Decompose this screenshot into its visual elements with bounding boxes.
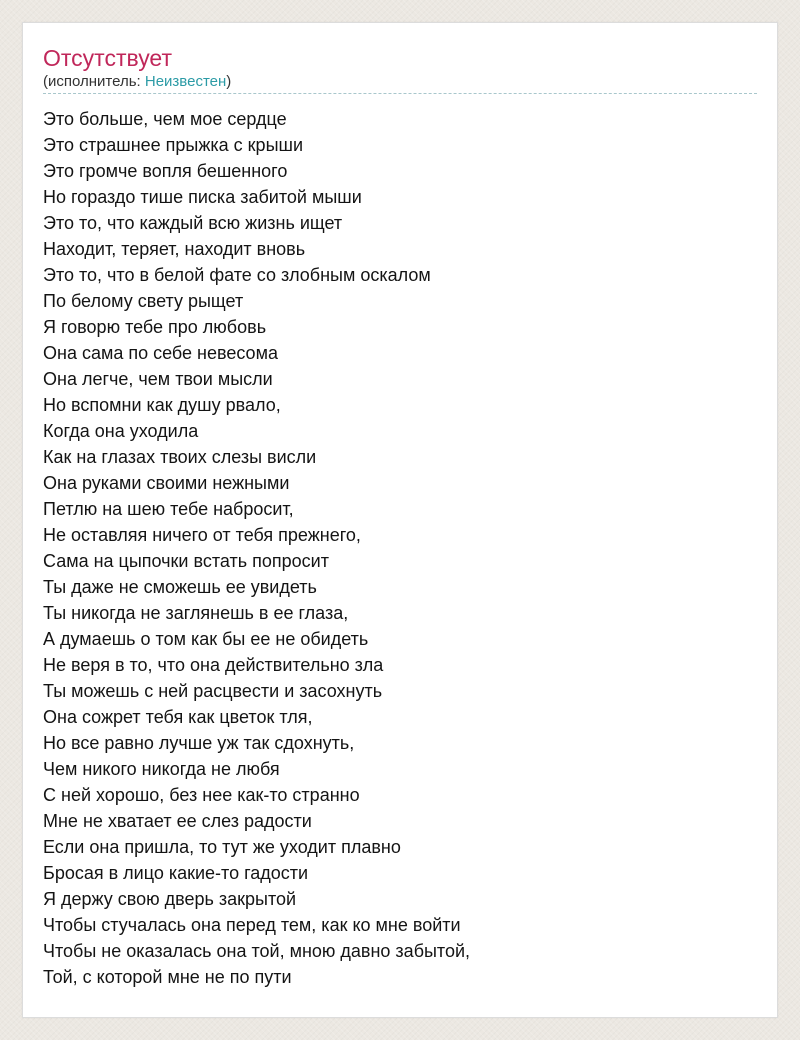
lyric-line: Но вспомни как душу рвало,: [43, 395, 281, 415]
lyric-line: А думаешь о том как бы ее не обидеть: [43, 629, 369, 649]
lyric-line: Ты можешь с ней расцвести и засохнуть: [43, 681, 383, 701]
lyric-line: Как на глазах твоих слезы висли: [43, 447, 317, 467]
lyric-line: Чтобы не оказалась она той, мною давно забытой,: [43, 941, 471, 961]
lyric-line: Чтобы стучалась она перед тем, как ко мне войти: [43, 915, 461, 935]
lyric-line: Это то, что каждый всю жизнь ищет: [43, 213, 343, 233]
lyric-line: Она легче, чем твои мысли: [43, 369, 273, 389]
lyric-line: Петлю на шею тебе набросит,: [43, 499, 294, 519]
lyric-line: Сама на цыпочки встать попросит: [43, 551, 329, 571]
lyric-line: Это больше, чем мое сердце: [43, 109, 287, 129]
lyric-line: Это то, что в белой фате со злобным оскалом: [43, 265, 431, 285]
lyrics-text: [43, 106, 470, 990]
title-divider: [43, 93, 757, 94]
lyric-line: Но все равно лучше уж так сдохнуть,: [43, 733, 355, 753]
lyric-line: Не веря в то, что она действительно зла: [43, 655, 384, 675]
artist-prefix: (исполнитель:: [43, 73, 145, 90]
lyric-line: Это громче вопля бешенного: [43, 161, 288, 181]
lyric-line: Когда она уходила: [43, 421, 199, 441]
lyric-line: Чем никого никогда не любя: [43, 759, 280, 779]
lyric-line: Ты никогда не заглянешь в ее глаза,: [43, 603, 349, 623]
lyric-line: Ты даже не сможешь ее увидеть: [43, 577, 317, 597]
lyric-line: Но гораздо тише писка забитой мыши: [43, 187, 362, 207]
lyric-line: Бросая в лицо какие-то гадости: [43, 863, 309, 883]
lyric-line: Если она пришла, то тут же уходит плавно: [43, 837, 401, 857]
lyric-line: Она сожрет тебя как цветок тля,: [43, 707, 313, 727]
artist-suffix: ): [226, 73, 232, 90]
lyric-line: Это страшнее прыжка с крыши: [43, 135, 303, 155]
artist-line: [43, 72, 231, 92]
lyric-line: Той, с которой мне не по пути: [43, 967, 292, 987]
lyric-line: Я держу свою дверь закрытой: [43, 889, 297, 909]
lyric-line: Мне не хватает ее слез радости: [43, 811, 312, 831]
lyric-line: С ней хорошо, без нее как-то странно: [43, 785, 360, 805]
artist-link[interactable]: Неизвестен: [144, 73, 227, 90]
lyric-line: Находит, теряет, находит вновь: [43, 239, 306, 259]
song-title: Отсутствует: [43, 45, 172, 71]
lyric-line: Я говорю тебе про любовь: [43, 317, 267, 337]
lyrics-card: [22, 22, 778, 1018]
lyric-line: Она сама по себе невесома: [43, 343, 278, 363]
lyric-line: Не оставляя ничего от тебя прежнего,: [43, 525, 361, 545]
lyric-line: По белому свету рыщет: [43, 291, 244, 311]
lyric-line: Она руками своими нежными: [43, 473, 290, 493]
